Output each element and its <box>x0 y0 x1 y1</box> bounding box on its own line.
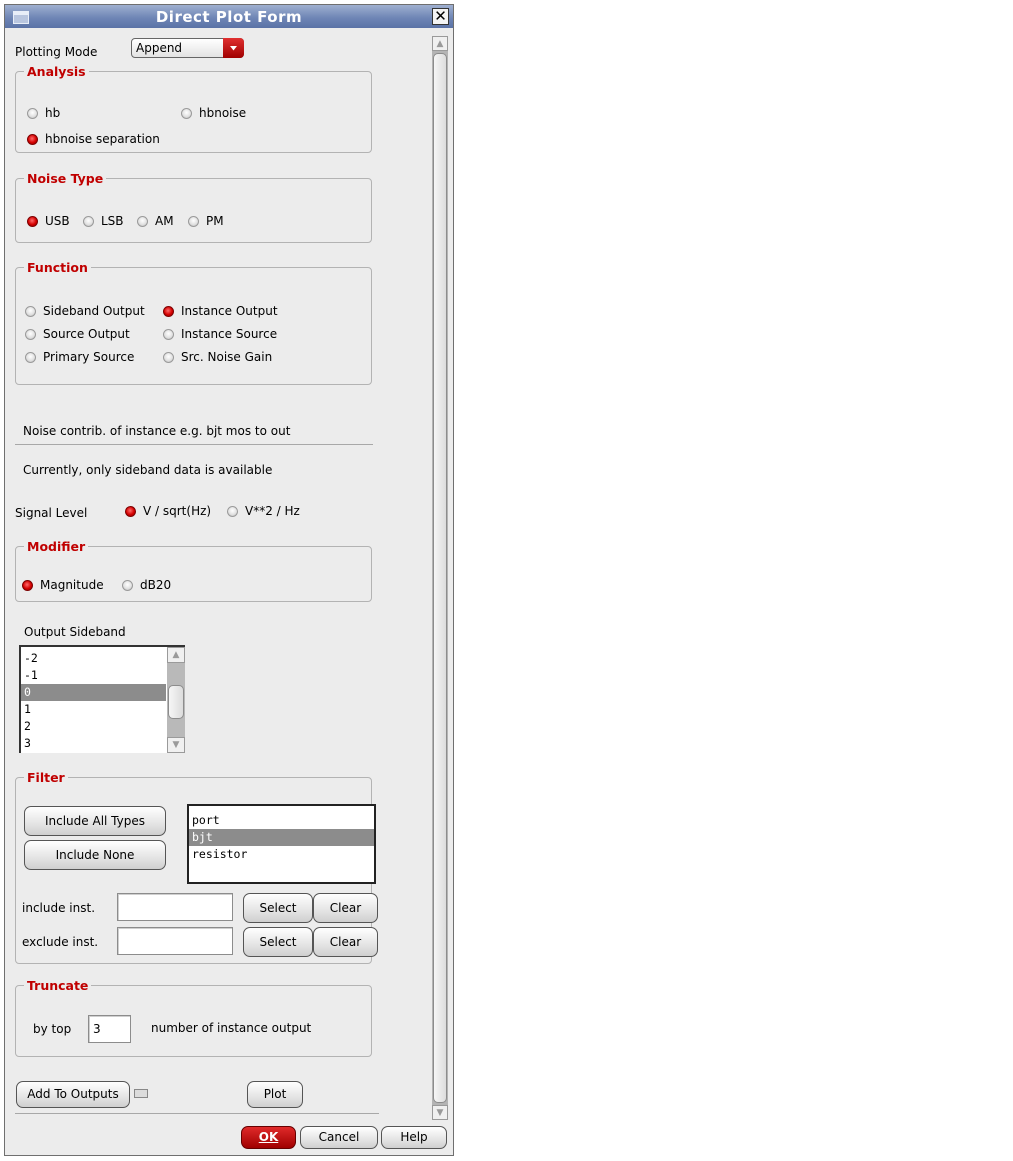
window-title: Direct Plot Form <box>155 8 303 26</box>
include-inst-field[interactable] <box>117 893 233 921</box>
noise-type-radio-lsb[interactable] <box>83 214 124 228</box>
radio-label: hbnoise separation <box>45 132 160 146</box>
analysis-radio-hb[interactable] <box>27 106 60 120</box>
list-item[interactable]: -2 <box>24 651 38 665</box>
list-item[interactable]: -1 <box>24 668 38 682</box>
list-item[interactable]: 2 <box>24 719 31 733</box>
function-radio-src-noise-gain[interactable] <box>163 350 272 364</box>
list-item[interactable]: port <box>192 813 220 827</box>
modifier-title: Modifier <box>24 539 88 554</box>
radio-indicator <box>27 216 38 227</box>
radio-label: Primary Source <box>43 350 135 364</box>
close-icon[interactable]: ✕ <box>432 8 449 25</box>
radio-indicator <box>163 306 174 317</box>
function-radio-instance-source[interactable] <box>163 327 277 341</box>
ok-button[interactable] <box>241 1126 296 1149</box>
signal-level-label: Signal Level <box>15 506 88 520</box>
radio-label: PM <box>206 214 224 228</box>
cancel-button[interactable] <box>300 1126 378 1149</box>
filter-title: Filter <box>24 770 68 785</box>
include-select-button[interactable]: Select <box>243 893 313 923</box>
radio-label: dB20 <box>140 578 172 592</box>
include-none-button[interactable]: Include None <box>24 840 166 870</box>
include-all-types-button[interactable]: Include All Types <box>24 806 166 836</box>
exclude-select-button[interactable]: Select <box>243 927 313 957</box>
radio-indicator <box>125 506 136 517</box>
radio-label: V**2 / Hz <box>245 504 300 518</box>
arrow-down-icon[interactable]: ▼ <box>167 737 185 753</box>
noise-type-group <box>15 171 372 243</box>
radio-indicator <box>122 580 133 591</box>
filter-type-list[interactable] <box>187 804 376 884</box>
radio-indicator <box>181 108 192 119</box>
exclude-inst-label: exclude inst. <box>22 935 99 949</box>
signal-level-radio-v2-hz[interactable] <box>227 504 300 518</box>
function-radio-sideband-output[interactable] <box>25 304 145 318</box>
output-sideband-list[interactable] <box>19 645 185 753</box>
title-bar[interactable] <box>5 5 453 28</box>
radio-indicator <box>25 352 36 363</box>
by-top-label: by top <box>33 1022 72 1036</box>
exclude-clear-button[interactable]: Clear <box>313 927 378 957</box>
radio-indicator <box>137 216 148 227</box>
radio-label: V / sqrt(Hz) <box>143 504 212 518</box>
radio-label: Magnitude <box>40 578 104 592</box>
chevron-down-icon[interactable] <box>223 38 244 58</box>
help-button[interactable] <box>381 1126 447 1149</box>
radio-label: AM <box>155 214 174 228</box>
divider <box>15 1113 379 1114</box>
plotting-mode-value: Append <box>136 41 183 55</box>
radio-label: Instance Output <box>181 304 278 318</box>
sideband-scrollbar[interactable] <box>167 647 185 753</box>
radio-label: Src. Noise Gain <box>181 350 273 364</box>
analysis-radio-hbnoise-separation[interactable] <box>27 132 160 146</box>
noise-type-radio-am[interactable] <box>137 214 174 228</box>
plot-button[interactable]: Plot <box>247 1081 303 1108</box>
arrow-up-icon[interactable]: ▲ <box>432 36 448 51</box>
noise-type-radio-usb[interactable] <box>27 214 70 228</box>
function-group <box>15 260 372 385</box>
sideband-note: Currently, only sideband data is available <box>23 463 273 477</box>
analysis-radio-hbnoise[interactable] <box>181 106 246 120</box>
radio-indicator <box>22 580 33 591</box>
indicator-light <box>134 1089 148 1098</box>
list-item[interactable]: resistor <box>192 847 248 861</box>
plotting-mode-select[interactable] <box>131 38 244 58</box>
divider <box>15 444 373 445</box>
radio-label: USB <box>45 214 70 228</box>
radio-indicator <box>83 216 94 227</box>
include-clear-button[interactable]: Clear <box>313 893 378 923</box>
add-to-outputs-button[interactable]: Add To Outputs <box>16 1081 130 1108</box>
radio-label: hbnoise <box>199 106 247 120</box>
noise-type-title: Noise Type <box>24 171 106 186</box>
list-item-selected[interactable]: bjt <box>189 829 374 846</box>
function-radio-instance-output[interactable] <box>163 304 278 318</box>
truncate-title: Truncate <box>24 978 91 993</box>
include-inst-label: include inst. <box>22 901 96 915</box>
radio-indicator <box>227 506 238 517</box>
cancel-label: Cancel <box>318 1130 360 1144</box>
radio-indicator <box>25 329 36 340</box>
output-sideband-label: Output Sideband <box>24 625 126 639</box>
direct-plot-form-window <box>4 4 454 1156</box>
list-item-selected[interactable]: 0 <box>21 684 166 701</box>
signal-level-radio-v-sqrt-hz[interactable] <box>125 504 211 518</box>
noise-type-radio-pm[interactable] <box>188 214 224 228</box>
radio-label: LSB <box>101 214 124 228</box>
help-label: Help <box>400 1130 428 1144</box>
scroll-thumb[interactable] <box>168 685 184 719</box>
form-scrollbar[interactable] <box>432 36 448 1120</box>
function-radio-primary-source[interactable] <box>25 350 134 364</box>
radio-label: Source Output <box>43 327 130 341</box>
function-description: Noise contrib. of instance e.g. bjt mos to out <box>23 424 291 438</box>
list-item[interactable]: 1 <box>24 702 31 716</box>
radio-indicator <box>25 306 36 317</box>
modifier-radio-db20[interactable] <box>122 578 171 592</box>
arrow-down-icon[interactable]: ▼ <box>432 1105 448 1120</box>
exclude-inst-field[interactable] <box>117 927 233 955</box>
modifier-radio-magnitude[interactable] <box>22 578 104 592</box>
radio-label: Sideband Output <box>43 304 145 318</box>
analysis-title: Analysis <box>24 64 89 79</box>
radio-indicator <box>27 108 38 119</box>
function-radio-source-output[interactable] <box>25 327 130 341</box>
modifier-group <box>15 539 372 602</box>
radio-indicator <box>27 134 38 145</box>
by-top-field[interactable] <box>88 1015 131 1043</box>
arrow-up-icon[interactable]: ▲ <box>167 647 185 663</box>
radio-indicator <box>163 352 174 363</box>
ok-label: OK <box>258 1130 279 1144</box>
plotting-mode-label: Plotting Mode <box>15 45 98 59</box>
radio-indicator <box>188 216 199 227</box>
radio-label: hb <box>45 106 61 120</box>
radio-label: Instance Source <box>181 327 278 341</box>
function-title: Function <box>24 260 91 275</box>
list-item[interactable]: 3 <box>24 736 31 750</box>
truncate-suffix: number of instance output <box>151 1021 312 1035</box>
scroll-thumb[interactable] <box>433 53 447 1103</box>
radio-indicator <box>163 329 174 340</box>
